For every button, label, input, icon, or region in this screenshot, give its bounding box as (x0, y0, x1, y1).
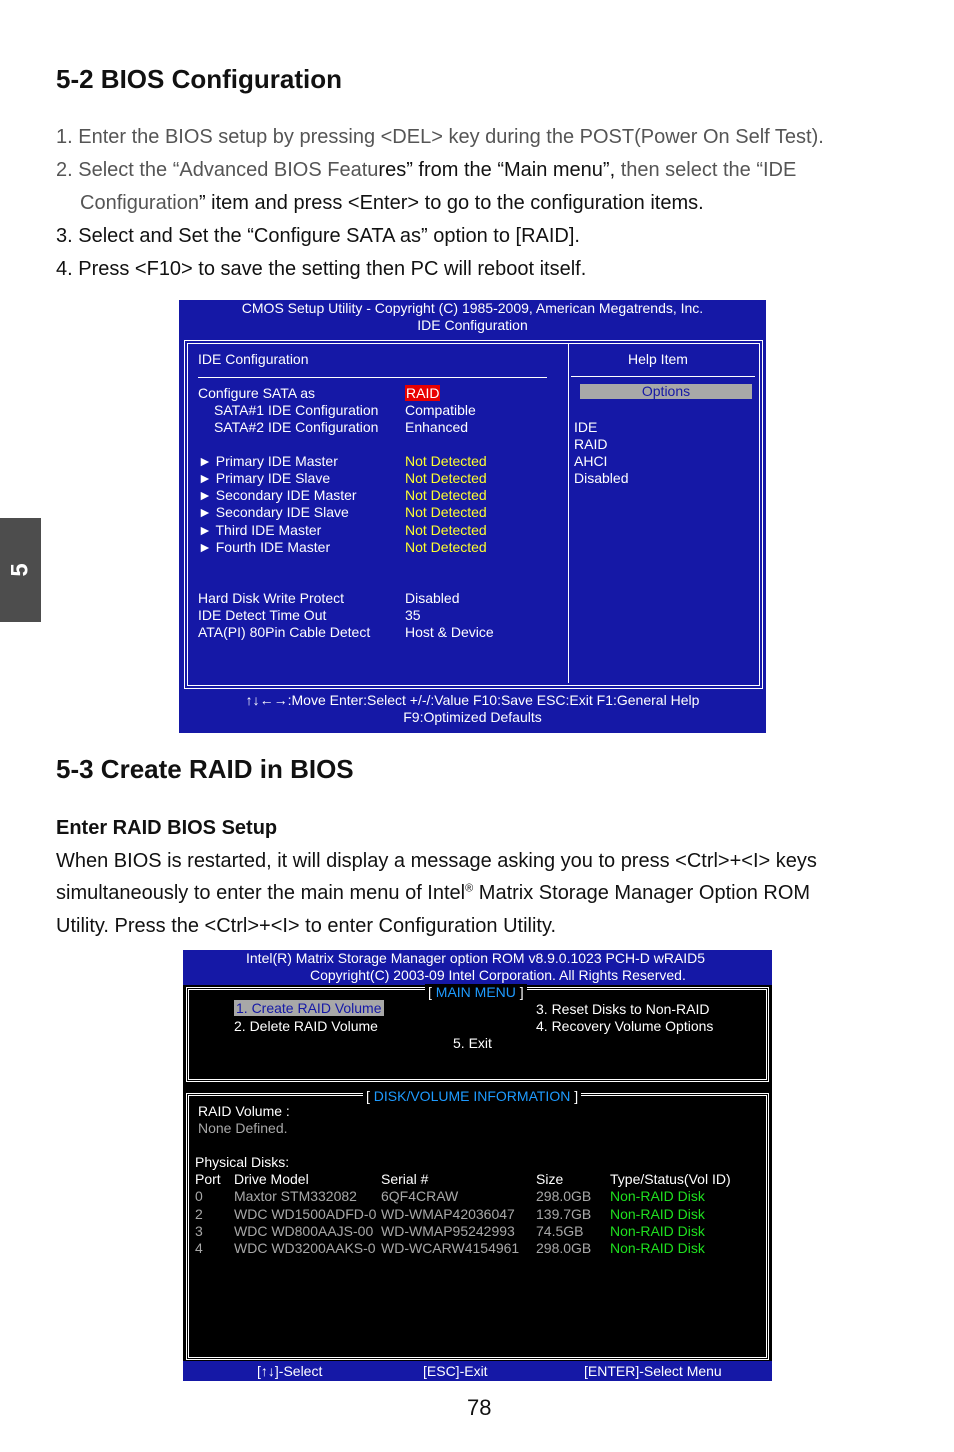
bios-submenu-item[interactable]: ► Primary IDE Master (198, 453, 338, 469)
paragraph-line-3: Utility. Press the <Ctrl>+<I> to enter Configuration Utility. (56, 915, 557, 937)
column-header: Type/Status(Vol ID) (610, 1171, 731, 1187)
bios-footer-defaults: F9:Optimized Defaults (403, 709, 542, 725)
disk-size: 298.0GB (536, 1240, 592, 1256)
bios-row-label[interactable]: SATA#2 IDE Configuration (214, 419, 379, 435)
step-4: 4. Press <F10> to save the setting then PC will reboot itself. (56, 258, 587, 280)
column-header: Size (536, 1171, 564, 1187)
bios-row-label[interactable]: Hard Disk Write Protect (198, 590, 344, 606)
disk-model: Maxtor STM332082 (234, 1188, 357, 1204)
menu-exit[interactable]: 5. Exit (453, 1035, 492, 1051)
disk-size: 139.7GB (536, 1206, 592, 1222)
menu-recovery-volume-options[interactable]: 4. Recovery Volume Options (536, 1018, 714, 1034)
main-menu-label: [ MAIN MENU ] (425, 984, 527, 1000)
bios-row-value: Not Detected (405, 470, 487, 486)
bios-row-value[interactable]: RAID (406, 385, 440, 401)
disk-port: 0 (195, 1188, 203, 1204)
bios-main-frame (184, 340, 763, 689)
raid-header (183, 950, 772, 985)
bios-row-value: Compatible (405, 402, 476, 418)
disk-port: 3 (195, 1223, 203, 1239)
disk-size: 74.5GB (536, 1223, 584, 1239)
bios-row-value: Host & Device (405, 624, 494, 640)
bios-header-title: CMOS Setup Utility - Copyright (C) 1985-2009, American Megatrends, Inc. (241, 300, 704, 316)
menu-create-raid-volume[interactable]: 1. Create RAID Volume (236, 1000, 382, 1016)
bios-row-label[interactable]: IDE Detect Time Out (198, 607, 327, 623)
bios-header-subtitle: IDE Configuration (417, 317, 528, 333)
disk-status: Non-RAID Disk (610, 1206, 705, 1222)
bios-submenu-item[interactable]: ► Third IDE Master (198, 522, 322, 538)
footer-select-hint: [↑↓]-Select (257, 1363, 323, 1379)
bios-row-value: Not Detected (405, 522, 487, 538)
bios-help-option[interactable]: AHCI (574, 453, 608, 469)
menu-reset-disks[interactable]: 3. Reset Disks to Non-RAID (536, 1001, 710, 1017)
bios-row-value: Not Detected (405, 504, 487, 520)
bios-row-label[interactable]: Configure SATA as (198, 385, 315, 401)
raid-header-copyright: Copyright(C) 2003-09 Intel Corporation. All Rights Reserved. (310, 967, 686, 983)
raid-header-title: Intel(R) Matrix Storage Manager option ROM v8.9.0.1023 PCH-D wRAID5 (246, 950, 706, 966)
disk-model: WDC WD800AAJS-00 (234, 1223, 374, 1239)
paragraph-line-2: simultaneously to enter the main menu of Intel® Matrix Storage Manager Option ROM (56, 882, 811, 904)
paragraph-line-1: When BIOS is restarted, it will display a message asking you to press <Ctrl>+<I> keys (56, 850, 817, 872)
bios-help-option[interactable]: Disabled (574, 470, 629, 486)
bios-row-value: Not Detected (405, 539, 487, 555)
bios-row-value: 35 (405, 607, 421, 623)
raid-option-rom-screenshot (183, 950, 772, 1381)
bios-help-option[interactable]: RAID (574, 436, 608, 452)
page-number: 78 (467, 1395, 492, 1420)
disk-model: WDC WD1500ADFD-0 (234, 1206, 377, 1222)
bios-submenu-item[interactable]: ► Fourth IDE Master (198, 539, 331, 555)
bios-row-value: Not Detected (405, 487, 487, 503)
menu-delete-raid-volume[interactable]: 2. Delete RAID Volume (234, 1018, 378, 1034)
bios-row-label[interactable]: ATA(PI) 80Pin Cable Detect (198, 624, 371, 640)
disk-status: Non-RAID Disk (610, 1188, 705, 1204)
section-title-create-raid: 5-3 Create RAID in BIOS (56, 754, 354, 784)
bios-help-title: Help Item (628, 351, 688, 367)
bios-row-label[interactable]: SATA#1 IDE Configuration (214, 402, 379, 418)
bios-row-value: Disabled (405, 590, 460, 606)
chapter-tab: 5 (0, 518, 41, 622)
disk-serial: 6QF4CRAW (381, 1188, 459, 1204)
bios-ide-config-screenshot (179, 300, 766, 733)
footer-enter-hint: [ENTER]-Select Menu (584, 1363, 722, 1379)
subsection-title: Enter RAID BIOS Setup (56, 817, 278, 839)
disk-serial: WD-WCARW4154961 (381, 1240, 520, 1256)
column-header: Drive Model (234, 1171, 309, 1187)
step-2: 2. Select the “Advanced BIOS Features” from the “Main menu”, then select the “IDE (56, 159, 797, 181)
physical-disks-label: Physical Disks: (195, 1154, 290, 1170)
raid-footer (183, 1361, 772, 1381)
column-header: Serial # (381, 1171, 429, 1187)
bios-help-option[interactable]: IDE (574, 419, 598, 435)
bios-footer-keys: ↑↓←→:Move Enter:Select +/-/:Value F10:Save ESC:Exit F1:General Help (245, 692, 700, 708)
footer-exit-hint: [ESC]-Exit (423, 1363, 488, 1379)
bios-submenu-item[interactable]: ► Secondary IDE Master (198, 487, 357, 503)
step-2-continued: Configuration” item and press <Enter> to go to the configuration items. (80, 192, 704, 214)
raid-volume-label: RAID Volume : (198, 1103, 290, 1119)
disk-port: 4 (195, 1240, 203, 1256)
bios-submenu-item[interactable]: ► Primary IDE Slave (198, 470, 331, 486)
disk-info-label: [ DISK/VOLUME INFORMATION ] (363, 1088, 581, 1104)
disk-status: Non-RAID Disk (610, 1240, 705, 1256)
disk-port: 2 (195, 1206, 203, 1222)
disk-serial: WD-WMAP42036047 (381, 1206, 515, 1222)
bios-row-value: Enhanced (405, 419, 469, 435)
bios-submenu-item[interactable]: ► Secondary IDE Slave (198, 504, 349, 520)
disk-status: Non-RAID Disk (610, 1223, 705, 1239)
section-title-bios-config: 5-2 BIOS Configuration (56, 64, 342, 94)
disk-model: WDC WD3200AAKS-0 (234, 1240, 376, 1256)
raid-volume-value: None Defined. (198, 1120, 288, 1136)
bios-options-header: Options (580, 384, 752, 399)
disk-serial: WD-WMAP95242993 (381, 1223, 515, 1239)
step-1: 1. Enter the BIOS setup by pressing <DEL> key during the POST(Power On Self Test). (56, 126, 824, 148)
disk-size: 298.0GB (536, 1188, 592, 1204)
bios-row-value: Not Detected (405, 453, 487, 469)
column-header: Port (195, 1171, 221, 1187)
step-3: 3. Select and Set the “Configure SATA as” option to [RAID]. (56, 225, 580, 247)
bios-panel-title: IDE Configuration (198, 351, 309, 367)
